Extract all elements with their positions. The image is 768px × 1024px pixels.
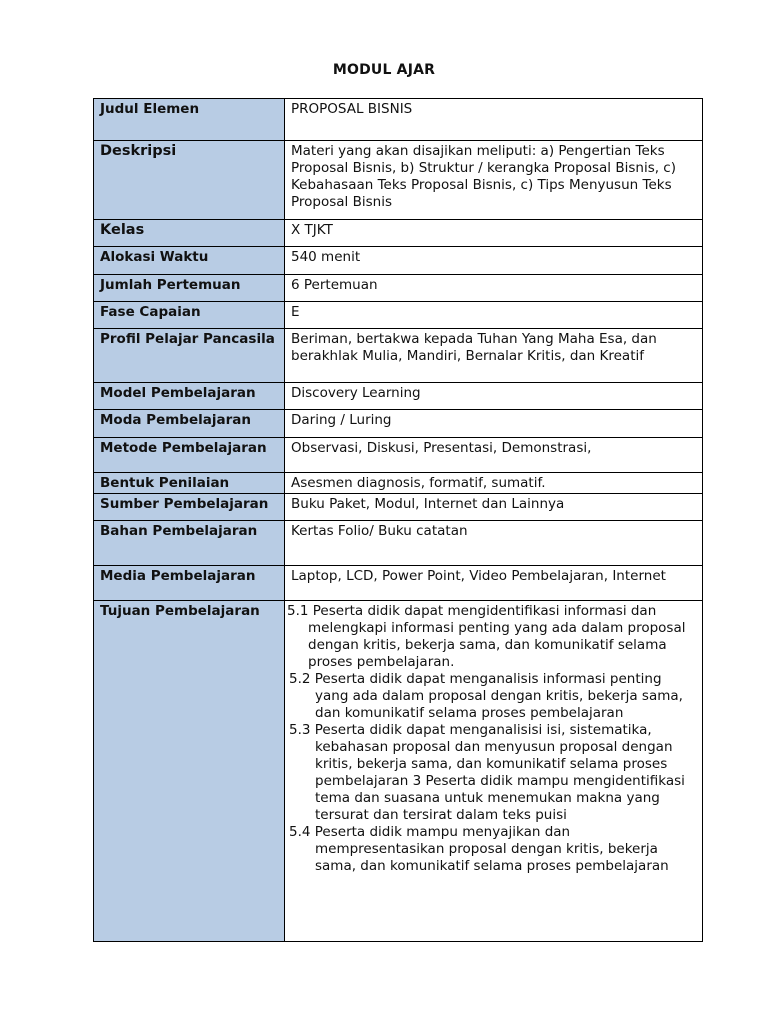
row-jumlah-pertemuan (94, 275, 703, 302)
row-tujuan-pembelajaran (94, 601, 703, 942)
row-fase-capaian (94, 302, 703, 329)
row-value: E (285, 302, 703, 329)
row-value: Asesmen diagnosis, formatif, sumatif. (285, 473, 703, 494)
row-label: Deskripsi (94, 141, 285, 220)
row-label: Sumber Pembelajaran (94, 494, 285, 521)
row-label: Model Pembelajaran (94, 383, 285, 410)
row-moda-pembelajaran (94, 410, 703, 438)
row-label: Tujuan Pembelajaran (94, 601, 285, 942)
tujuan-list (285, 601, 703, 942)
row-deskripsi (94, 141, 703, 220)
row-label: Media Pembelajaran (94, 566, 285, 601)
row-value: 540 menit (285, 247, 703, 275)
row-media-pembelajaran (94, 566, 703, 601)
row-model-pembelajaran (94, 383, 703, 410)
row-label: Jumlah Pertemuan (94, 275, 285, 302)
row-value: Kertas Folio/ Buku catatan (285, 521, 703, 566)
row-value: Beriman, bertakwa kepada Tuhan Yang Maha Esa, dan berakhlak Mulia, Mandiri, Bernalar Kritis, dan Kreatif (285, 329, 703, 383)
row-label: Bentuk Penilaian (94, 473, 285, 494)
row-profil-pelajar-pancasila (94, 329, 703, 383)
row-value: 6 Pertemuan (285, 275, 703, 302)
row-label: Alokasi Waktu (94, 247, 285, 275)
row-value: Buku Paket, Modul, Internet dan Lainnya (285, 494, 703, 521)
row-label: Judul Elemen (94, 99, 285, 141)
row-bahan-pembelajaran (94, 521, 703, 566)
row-alokasi-waktu (94, 247, 703, 275)
row-metode-pembelajaran (94, 438, 703, 473)
row-value: Daring / Luring (285, 410, 703, 438)
row-value: Laptop, LCD, Power Point, Video Pembelajaran, Internet (285, 566, 703, 601)
document-title: MODUL AJAR (332, 62, 436, 78)
row-label: Profil Pelajar Pancasila (94, 329, 285, 383)
row-label: Kelas (94, 220, 285, 247)
tujuan-item: 5.3 Peserta didik dapat menganalisisi isi, sistematika, kebahasan proposal dan menyusun proposal dengan kritis, bekerja sama, dan komunikatif selama proses pembelajaran 3 Peserta didik mampu mengidentifikasi tema dan suasana untuk menemukan makna yang tersurat dan tersirat dalam teks puisi (289, 722, 685, 823)
tujuan-item: 5.2 Peserta didik dapat menganalisis informasi penting yang ada dalam proposal dengan kritis, bekerja sama, dan komunikatif selama proses pembelajaran (289, 671, 683, 721)
modul-table (93, 98, 703, 942)
row-value: PROPOSAL BISNIS (285, 99, 703, 141)
row-label: Metode Pembelajaran (94, 438, 285, 473)
row-sumber-pembelajaran (94, 494, 703, 521)
row-bentuk-penilaian (94, 473, 703, 494)
row-value: X TJKT (285, 220, 703, 247)
row-value: Discovery Learning (285, 383, 703, 410)
row-value: Materi yang akan disajikan meliputi: a) Pengertian Teks Proposal Bisnis, b) Struktur / kerangka Proposal Bisnis, c) Kebahasaan Teks Proposal Bisnis, c) Tips Menyusun Teks Proposal Bisnis (285, 141, 703, 220)
row-label: Fase Capaian (94, 302, 285, 329)
row-label: Bahan Pembelajaran (94, 521, 285, 566)
tujuan-item: 5.1 Peserta didik dapat mengidentifikasi informasi dan melengkapi informasi penting yang ada dalam proposal dengan kritis, bekerja sama, dan komunikatif selama proses pembelajaran. (287, 603, 686, 670)
row-label: Moda Pembelajaran (94, 410, 285, 438)
tujuan-item: 5.4 Peserta didik mampu menyajikan dan mempresentasikan proposal dengan kritis, bekerja sama, dan komunikatif selama proses pembelajaran (289, 824, 669, 874)
row-value: Observasi, Diskusi, Presentasi, Demonstrasi, (285, 438, 703, 473)
row-judul-elemen (94, 99, 703, 141)
row-kelas (94, 220, 703, 247)
